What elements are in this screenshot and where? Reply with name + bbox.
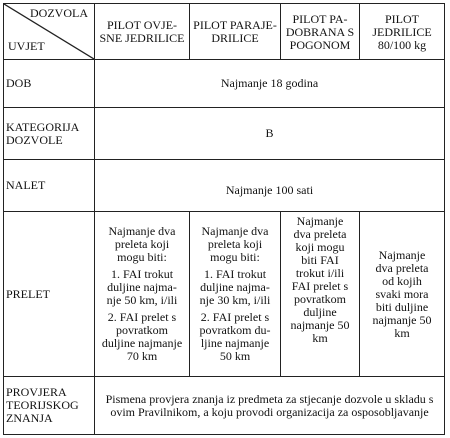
row-label-text: DOB bbox=[6, 76, 32, 90]
prelet-option-1: 1. FAI trokut duljine najma- nje 30 km, i/ili bbox=[199, 267, 271, 307]
column-header-pilot-paradrilice bbox=[190, 4, 281, 60]
row-provjera-teorijskog-znanja bbox=[4, 377, 445, 435]
column-header-label: PILOT OVJE- SNE JEDRILICE bbox=[99, 17, 185, 45]
column-header-label: PILOT PA- DOBRANA S POGONOM bbox=[285, 12, 355, 52]
column-header-pilot-jedrilice bbox=[360, 4, 445, 60]
header-row bbox=[4, 4, 445, 60]
row-label-text: KATEGORIJA DOZVOLE bbox=[6, 119, 80, 147]
row-nalet bbox=[4, 160, 445, 212]
row-label-text: PRELET bbox=[6, 286, 50, 301]
value-provjera bbox=[95, 377, 445, 435]
license-requirements-table bbox=[3, 3, 445, 435]
row-label-prelet bbox=[4, 212, 95, 377]
prelet-option-1: 1. FAI trokut duljine najma- nje 50 km, i/ili bbox=[106, 267, 178, 307]
column-header-label: PILOT JEDRILICE 80/100 kg bbox=[372, 12, 432, 52]
value-text: Najmanje 100 sati bbox=[225, 183, 314, 197]
column-header-pilot-ovjesne-jedrilice bbox=[95, 4, 190, 60]
prelet-cell-jedrilica bbox=[360, 212, 445, 377]
row-dob bbox=[4, 60, 445, 108]
prelet-intro: Najmanje dva preleta koji mogu biti: bbox=[108, 224, 176, 264]
value-text: Najmanje 18 godina bbox=[220, 76, 319, 90]
prelet-text: Najmanje dva preleta koji mogu biti FAI trokut i/ili FAI prelet s povratkom duljine najmanje 50 km bbox=[290, 214, 350, 345]
column-header-label: PILOT PARAJE- DRILICE bbox=[193, 17, 277, 45]
corner-label-uvjet: UVJET bbox=[8, 39, 45, 53]
row-label-text: NALET bbox=[6, 178, 46, 192]
corner-label-dozvola: DOZVOLA bbox=[30, 6, 88, 20]
value-dob bbox=[95, 60, 445, 108]
value-nalet bbox=[95, 160, 445, 212]
prelet-cell-ovjesna-jedrilica bbox=[95, 212, 190, 377]
column-header-pilot-padobrana-s-pogonom bbox=[281, 4, 360, 60]
corner-header-cell bbox=[4, 4, 95, 60]
prelet-intro: Najmanje dva preleta koji mogu biti: bbox=[201, 224, 269, 264]
row-label-dob bbox=[4, 60, 95, 108]
value-text: B bbox=[265, 126, 274, 140]
prelet-option-2: 2. FAI prelet s povratkom du- ljine najmanje 50 km bbox=[199, 310, 271, 363]
row-label-text: PROVJERA TEORIJSKOG ZNANJA bbox=[6, 385, 79, 425]
row-label-kategorija bbox=[4, 108, 95, 160]
row-kategorija-dozvole bbox=[4, 108, 445, 160]
row-label-provjera bbox=[4, 377, 95, 435]
prelet-cell-paradrilica bbox=[190, 212, 281, 377]
prelet-option-2: 2. FAI prelet s povratkom duljine najmanje 70 km bbox=[101, 310, 183, 363]
prelet-cell-padobran-s-pogonom bbox=[281, 212, 360, 377]
value-kategorija bbox=[95, 108, 445, 160]
row-label-nalet bbox=[4, 160, 95, 212]
row-prelet bbox=[4, 212, 445, 377]
prelet-text: Najmanje dva preleta od kojih svaki mora biti duljine najmanje 50 km bbox=[372, 247, 432, 340]
value-text: Pismena provjera znanja iz predmeta za stjecanje dozvole u skladu s ovim Pravilnikom, a koju provodi organizacija za osposobljavanje bbox=[105, 391, 434, 419]
